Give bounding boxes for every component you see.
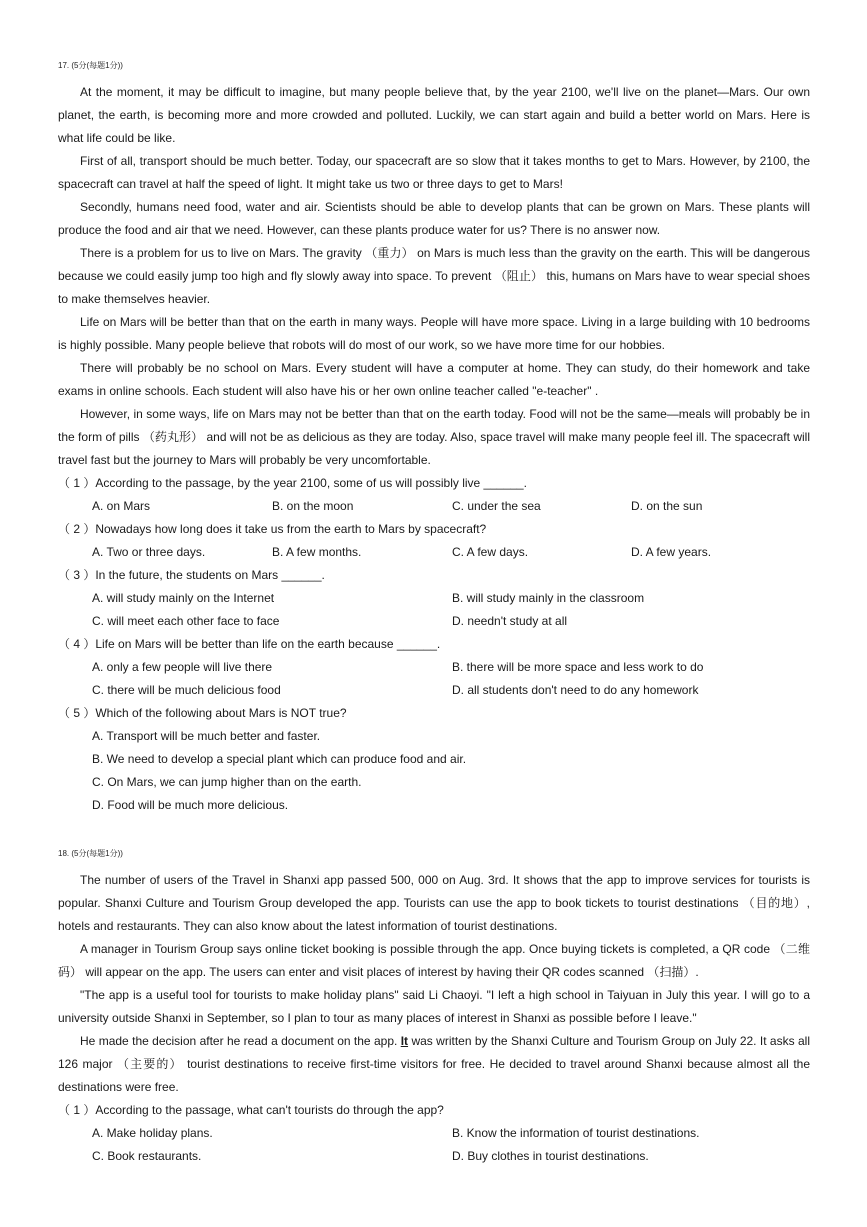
q18-paragraph-1-text: The number of users of the Travel in Shanxi app passed 500, 000 on Aug. 3rd. It shows that the app to improve services for tourists is popular. Shanxi Culture and Tourism Group developed the app. Tourists can use the app to book tickets to tourist destinations （目的地）, hotels and restaurants. They can also know about the latest information of tourist destinations. [58, 873, 810, 933]
q17-4-option-d[interactable]: D. all students don't need to do any homework [452, 683, 699, 697]
q17-3-option-a[interactable]: A. will study mainly on the Internet [92, 591, 275, 605]
q17-2-option-a[interactable]: A. Two or three days. [92, 545, 206, 559]
q18-emphasized-it: It [400, 1034, 409, 1048]
q17-paragraph-6 [58, 357, 810, 403]
question-text: Nowadays how long does it take us from the earth to Mars by spacecraft? [95, 522, 487, 536]
question-number: （ 1 ） [58, 1103, 96, 1117]
q17-5-option-a[interactable]: A. Transport will be much better and faster. [92, 729, 321, 743]
q17-1-option-a[interactable]: A. on Mars [92, 499, 151, 513]
question-text: In the future, the students on Mars ______. [95, 568, 325, 582]
q17-1-option-d[interactable]: D. on the sun [631, 499, 703, 513]
q17-question-4 [58, 636, 440, 652]
question-number: （ 3 ） [58, 568, 96, 582]
question-17-header: 17. (5分(每题1分)) [58, 61, 123, 70]
q17-question-3 [58, 567, 325, 583]
q17-question-5 [58, 705, 347, 721]
q17-paragraph-4 [58, 242, 810, 311]
q17-paragraph-4-text: There is a problem for us to live on Mars. The gravity （重力） on Mars is much less than the gravity on the earth. This will be dangerous because we could easily jump too high and fly slowly away into space. To prevent （阻止） this, humans on Mars have to wear special shoes to make themselves heavier. [58, 246, 810, 306]
q17-paragraph-1-text: At the moment, it may be difficult to imagine, but many people believe that, by the year 2100, we'll live on the planet—Mars. Our own planet, the earth, is becoming more and more crowded and polluted. Luckily, we can start again and build a better world on Mars. Here is what life could be like. [58, 85, 810, 145]
q17-paragraph-7 [58, 403, 810, 472]
q17-paragraph-5-text: Life on Mars will be better than that on the earth in many ways. People will have more space. Living in a large building with 10 bedrooms is highly possible. Many people believe that robots will do most of our work, so we have more time for our hobbies. [58, 315, 810, 352]
q17-1-option-b[interactable]: B. on the moon [272, 499, 354, 513]
q18-paragraph-4 [58, 1030, 810, 1099]
q17-question-1 [58, 475, 527, 491]
question-text: According to the passage, what can't tourists do through the app? [95, 1103, 444, 1117]
q17-paragraph-5 [58, 311, 810, 357]
q17-4-option-b[interactable]: B. there will be more space and less work to do [452, 660, 704, 674]
q18-paragraph-3 [58, 984, 810, 1030]
q18-paragraph-4-text-end: was written by the Shanxi Culture and Tourism Group on July 22. It asks all 126 major （主要的） tourist destinations to receive first-time visitors for free. He decided to travel around Shanxi because almost all the destinations were free. [58, 1034, 810, 1094]
q18-question-1 [58, 1102, 444, 1118]
q17-paragraph-2-text: First of all, transport should be much better. Today, our spacecraft are so slow that it takes months to get to Mars. However, by 2100, the spacecraft can travel at half the speed of light. It might take us two or three days to get to Mars! [58, 154, 810, 191]
q17-3-option-b[interactable]: B. will study mainly in the classroom [452, 591, 645, 605]
q17-paragraph-7-text: However, in some ways, life on Mars may not be better than that on the earth today. Food will not be the same—meals will probably be in the form of pills （药丸形） and will not be as delicious as they are today. Also, space travel will make many people feel ill. The spacecraft will travel fast but the journey to Mars will probably be very uncomfortable. [58, 407, 810, 467]
q17-4-option-a[interactable]: A. only a few people will live there [92, 660, 273, 674]
q18-paragraph-2-text: A manager in Tourism Group says online ticket booking is possible through the app. Once buying tickets is completed, a QR code （二维码） will appear on the app. The users can enter and visit places of interest by having their QR codes scanned （扫描）. [58, 942, 810, 979]
q18-1-option-c[interactable]: C. Book restaurants. [92, 1149, 202, 1163]
question-number: （ 2 ） [58, 522, 96, 536]
q18-1-option-a[interactable]: A. Make holiday plans. [92, 1126, 213, 1140]
q17-4-option-c[interactable]: C. there will be much delicious food [92, 683, 281, 697]
q17-1-option-c[interactable]: C. under the sea [452, 499, 541, 513]
question-number: （ 5 ） [58, 706, 96, 720]
q17-2-option-c[interactable]: C. A few days. [452, 545, 529, 559]
q18-paragraph-4-text-start: He made the decision after he read a document on the app. [80, 1034, 401, 1048]
q18-1-option-d[interactable]: D. Buy clothes in tourist destinations. [452, 1149, 649, 1163]
q17-paragraph-3-text: Secondly, humans need food, water and air. Scientists should be able to develop plants that can be grown on Mars. These plants will produce the food and air that we need. However, can these plants produce water for us? There is no answer now. [58, 200, 810, 237]
q17-paragraph-2 [58, 150, 810, 196]
q17-5-option-c[interactable]: C. On Mars, we can jump higher than on the earth. [92, 775, 362, 789]
q17-paragraph-6-text: There will probably be no school on Mars. Every student will have a computer at home. They can study, do their homework and take exams in online schools. Each student will also have his or her own online teacher called "e-teacher" . [58, 361, 810, 398]
question-number: （ 4 ） [58, 637, 96, 651]
question-text: According to the passage, by the year 2100, some of us will possibly live ______. [95, 476, 527, 490]
question-text: Which of the following about Mars is NOT true? [95, 706, 347, 720]
q17-paragraph-3 [58, 196, 810, 242]
q17-3-option-d[interactable]: D. needn't study at all [452, 614, 568, 628]
question-text: Life on Mars will be better than life on the earth because ______. [95, 637, 441, 651]
q18-paragraph-1 [58, 869, 810, 938]
q17-5-option-d[interactable]: D. Food will be much more delicious. [92, 798, 289, 812]
q18-paragraph-2 [58, 938, 810, 984]
q17-2-option-b[interactable]: B. A few months. [272, 545, 362, 559]
q18-1-option-b[interactable]: B. Know the information of tourist destinations. [452, 1126, 700, 1140]
q17-3-option-c[interactable]: C. will meet each other face to face [92, 614, 280, 628]
q17-5-option-b[interactable]: B. We need to develop a special plant which can produce food and air. [92, 752, 467, 766]
question-number: （ 1 ） [58, 476, 96, 490]
q17-question-2 [58, 521, 486, 537]
q17-2-option-d[interactable]: D. A few years. [631, 545, 712, 559]
question-18-header: 18. (5分(每题1分)) [58, 849, 123, 858]
q18-paragraph-3-text: "The app is a useful tool for tourists to make holiday plans" said Li Chaoyi. "I left a high school in Taiyuan in July this year. I will go to a university outside Shanxi in September, so I plan to tour as many places of interest in Shanxi as possible before I leave." [58, 988, 810, 1025]
q17-paragraph-1 [58, 81, 810, 150]
